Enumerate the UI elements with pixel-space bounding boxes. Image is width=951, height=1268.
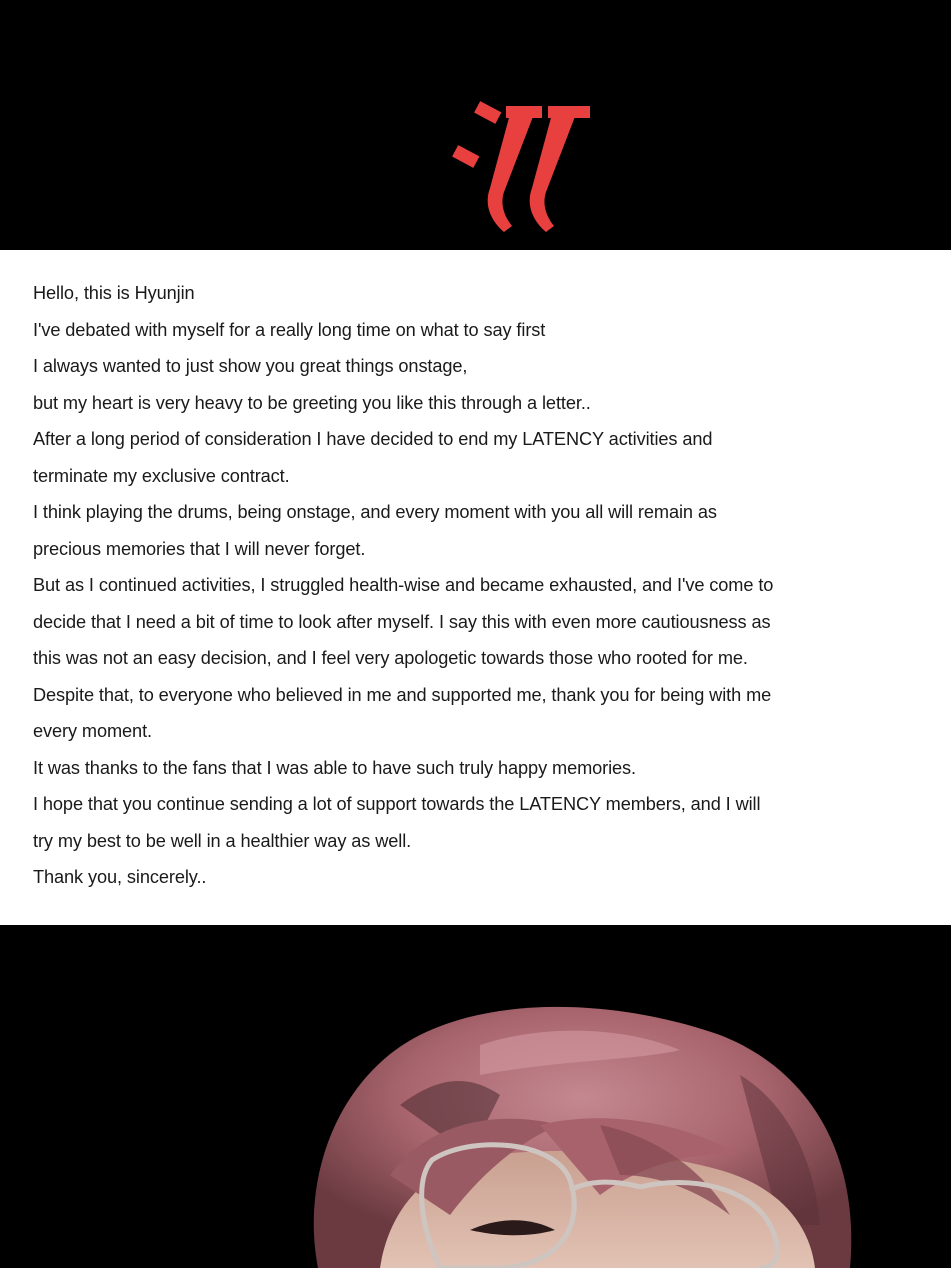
person-photo (0, 925, 951, 1268)
letter-line: Thank you, sincerely.. (33, 867, 207, 887)
letter-line: precious memories that I will never forget. (33, 538, 366, 559)
letter-line: I always wanted to just show you great things onstage, (33, 356, 468, 376)
letter-line: I hope that you continue sending a lot of support towards the LATENCY members, and I will (33, 794, 761, 814)
letter-line: every moment. (33, 721, 152, 741)
letter-line: decide that I need a bit of time to look after myself. I say this with even more cautiousness as (33, 611, 771, 632)
latency-logo-icon (448, 92, 594, 234)
letter-panel (0, 250, 951, 925)
person-photo-illustration (0, 925, 951, 1268)
letter-line: try my best to be well in a healthier way as well. (33, 830, 412, 851)
letter-line: but my heart is very heavy to be greeting you like this through a letter.. (33, 392, 591, 413)
letter-line: I think playing the drums, being onstage, and every moment with you all will remain as (33, 502, 717, 522)
letter-line: terminate my exclusive contract. (33, 465, 290, 486)
letter-line: But as I continued activities, I struggled health-wise and became exhausted, and I've come to (33, 575, 774, 595)
letter-line: It was thanks to the fans that I was able to have such truly happy memories. (33, 757, 637, 778)
header-band (0, 0, 951, 250)
letter-line: I've debated with myself for a really long time on what to say first (33, 319, 546, 340)
letter-line: this was not an easy decision, and I feel very apologetic towards those who rooted for me. (33, 648, 748, 668)
letter-line: After a long period of consideration I have decided to end my LATENCY activities and (33, 429, 713, 449)
letter-line: Despite that, to everyone who believed in me and supported me, thank you for being with me (33, 684, 772, 705)
letter-line: Hello, this is Hyunjin (33, 283, 195, 303)
